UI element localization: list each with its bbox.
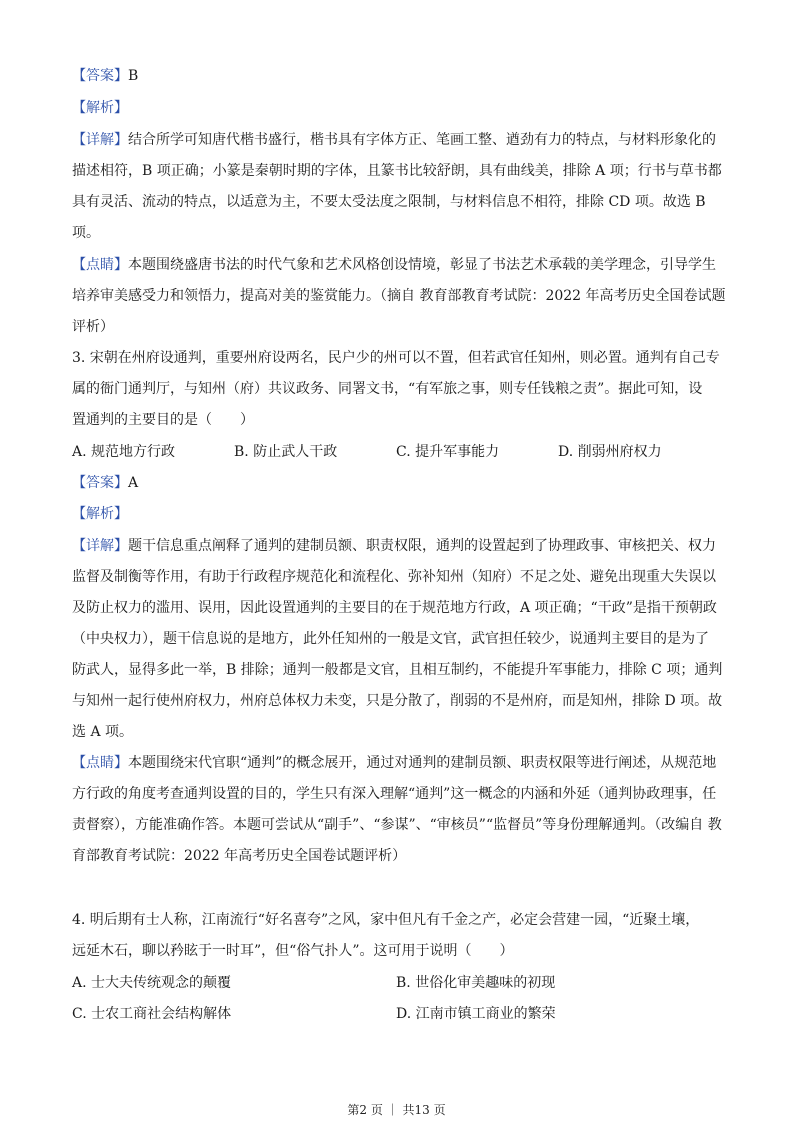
q2-comment-line — [72, 255, 732, 275]
detail-tag: 【详解】 — [72, 538, 128, 554]
answer-value: A — [128, 475, 139, 491]
q2-analysis-line — [72, 98, 732, 118]
q3-option-c: C. 提升军事能力 — [396, 444, 500, 460]
q3-comment-line — [72, 753, 732, 773]
detail-tag: 【详解】 — [72, 132, 128, 148]
q4-option-b: B. 世俗化审美趣味的初现 — [396, 975, 556, 991]
q2-answer-line — [72, 66, 732, 86]
q3-stem-line: 属的衙门通判厅，与知州（府）共议政务、同署文书，“有军旅之事，则专任钱粮之责”。据此可知，设 — [72, 381, 703, 397]
text-line: 防武人，显得多此一举，B 排除；通判一般都是文官，且相互制约，不能提升军事能力，排除 C 项；通判 — [72, 662, 723, 678]
q4-stem-line: 4. 明后期有士人称，江南流行“好名喜夸”之风，家中但凡有千金之产，必定会营建一园，“近聚土壤， — [72, 912, 700, 928]
answer-value: B — [128, 68, 139, 84]
text-line: 监督及制衡等作用，有助于行政程序规范化和流程化、弥补知州（知府）不足之处、避免出现重大失误以 — [72, 569, 716, 585]
text-line: 方行政的角度考查通判设置的目的，学生只有深入理解“通判”这一概念的内涵和外延（通判协政理事，任 — [72, 786, 717, 802]
text-line: 评析） — [72, 319, 114, 335]
q3-option-d: D. 削弱州府权力 — [558, 444, 662, 460]
q3-detail-line — [72, 536, 732, 556]
text-line: 结合所学可知唐代楷书盛行，楷书具有字体方正、笔画工整、遒劲有力的特点，与材料形象化的 — [128, 132, 716, 148]
text-line: （中央权力），题干信息说的是地方，此外任知州的一般是文官，武官担任较少，说通判主要目的是为了 — [72, 631, 709, 647]
comment-tag: 【点睛】 — [72, 755, 128, 771]
analysis-tag: 【解析】 — [72, 100, 128, 116]
comment-tag: 【点睛】 — [72, 257, 128, 273]
text-line: 项。 — [72, 225, 100, 241]
text-line: 选 A 项。 — [72, 724, 134, 740]
text-line: 与知州一起行使州府权力，州府总体权力未变，只是分散了，削弱的不是州府，而是知州，排除 D 项。故 — [72, 693, 723, 709]
q3-option-b: B. 防止武人干政 — [234, 444, 338, 460]
q3-analysis-line — [72, 504, 732, 524]
text-line: 及防止权力的滥用、误用，因此设置通判的主要目的在于规范地方行政，A 项正确；“干政”是指干预朝政 — [72, 600, 717, 616]
answer-tag: 【答案】 — [72, 68, 128, 84]
text-line: 具有灵活、流动的特点，以适意为主，不要太受法度之限制，与材料信息不相符，排除 CD 项。故选 B — [72, 194, 706, 210]
q3-stem-line: 置通判的主要目的是（ ） — [72, 412, 254, 428]
text-line: 本题围绕宋代官职“通判”的概念展开，通过对通判的建制员额、职责权限等进行阐述，从规范地 — [128, 755, 717, 771]
q3-stem-line: 3. 宋朝在州府设通判，重要州府设两名，民户少的州可以不置，但若武官任知州，则必置。通判有自己专 — [72, 350, 720, 366]
text-line: 本题围绕盛唐书法的时代气象和艺术风格创设情境，彰显了书法艺术承载的美学理念，引导学生 — [128, 257, 716, 273]
q4-option-a: A. 士大夫传统观念的颠覆 — [72, 975, 232, 991]
page-footer: 第2 页 ｜ 共13 页 — [347, 1103, 446, 1117]
q2-detail-line — [72, 130, 732, 150]
answer-tag: 【答案】 — [72, 475, 128, 491]
text-line: 责督察），方能准确作答。本题可尝试从“副手”、“参谋”、“审核员”“监督员”等身份理解通判。（改编自 教 — [72, 817, 722, 833]
q4-stem-line: 远延木石，聊以矜眩于一时耳”，但“俗气扑人”。这可用于说明（ ） — [72, 943, 514, 959]
q4-option-d: D. 江南市镇工商业的繁荣 — [396, 1006, 556, 1022]
text-line: 育部教育考试院：2022 年高考历史全国卷试题评析） — [72, 848, 407, 864]
q3-option-a: A. 规范地方行政 — [72, 444, 176, 460]
q3-answer-line — [72, 473, 732, 493]
text-line: 题干信息重点阐释了通判的建制员额、职责权限，通判的设置起到了协理政事、审核把关、权力 — [128, 538, 716, 554]
text-line: 描述相符，B 项正确；小篆是秦朝时期的字体，且篆书比较舒朗，具有曲线美，排除 A 项；行书与草书都 — [72, 163, 722, 179]
analysis-tag: 【解析】 — [72, 506, 128, 522]
q4-option-c: C. 士农工商社会结构解体 — [72, 1006, 232, 1022]
text-line: 培养审美感受力和领悟力，提高对美的鉴赏能力。（摘自 教育部教育考试院：2022 年高考历史全国卷试题 — [72, 288, 726, 304]
